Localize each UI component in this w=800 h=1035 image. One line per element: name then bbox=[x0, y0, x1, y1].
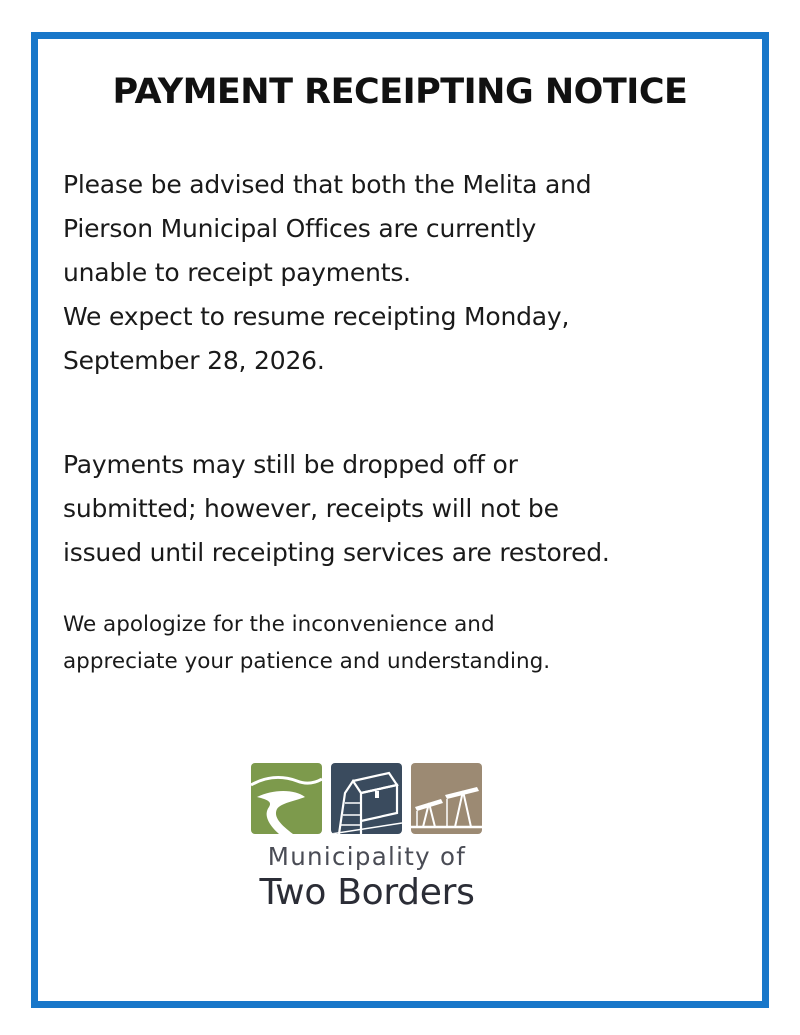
notice-paragraph-3 bbox=[63, 606, 550, 680]
text-line: submitted; however, receipts will not be bbox=[63, 494, 559, 523]
text-line: We apologize for the inconvenience and bbox=[63, 612, 495, 637]
text-line: appreciate your patience and understanding. bbox=[63, 649, 551, 674]
municipality-logo bbox=[247, 760, 487, 940]
text-line: issued until receipting services are restored. bbox=[63, 538, 610, 567]
logo-text-municipality: Municipality of bbox=[267, 842, 467, 871]
text-line: Pierson Municipal Offices are currently bbox=[63, 214, 537, 243]
text-line: September 28, 2026. bbox=[63, 346, 325, 375]
logo-text-name: Two Borders bbox=[259, 872, 475, 913]
logo-tiles bbox=[251, 763, 483, 835]
notice-title: PAYMENT RECEIPTING NOTICE bbox=[112, 72, 688, 112]
text-line: Payments may still be dropped off or bbox=[63, 450, 518, 479]
text-line: Please be advised that both the Melita and bbox=[63, 170, 592, 199]
text-line: unable to receipt payments. bbox=[63, 258, 411, 287]
notice-paragraph-1 bbox=[63, 163, 591, 383]
river-icon bbox=[251, 763, 322, 834]
grain-elevator-icon bbox=[331, 763, 402, 834]
oil-pumpjack-icon bbox=[411, 763, 482, 834]
notice-paragraph-2 bbox=[63, 443, 610, 575]
text-line: We expect to resume receipting Monday, bbox=[63, 302, 570, 331]
